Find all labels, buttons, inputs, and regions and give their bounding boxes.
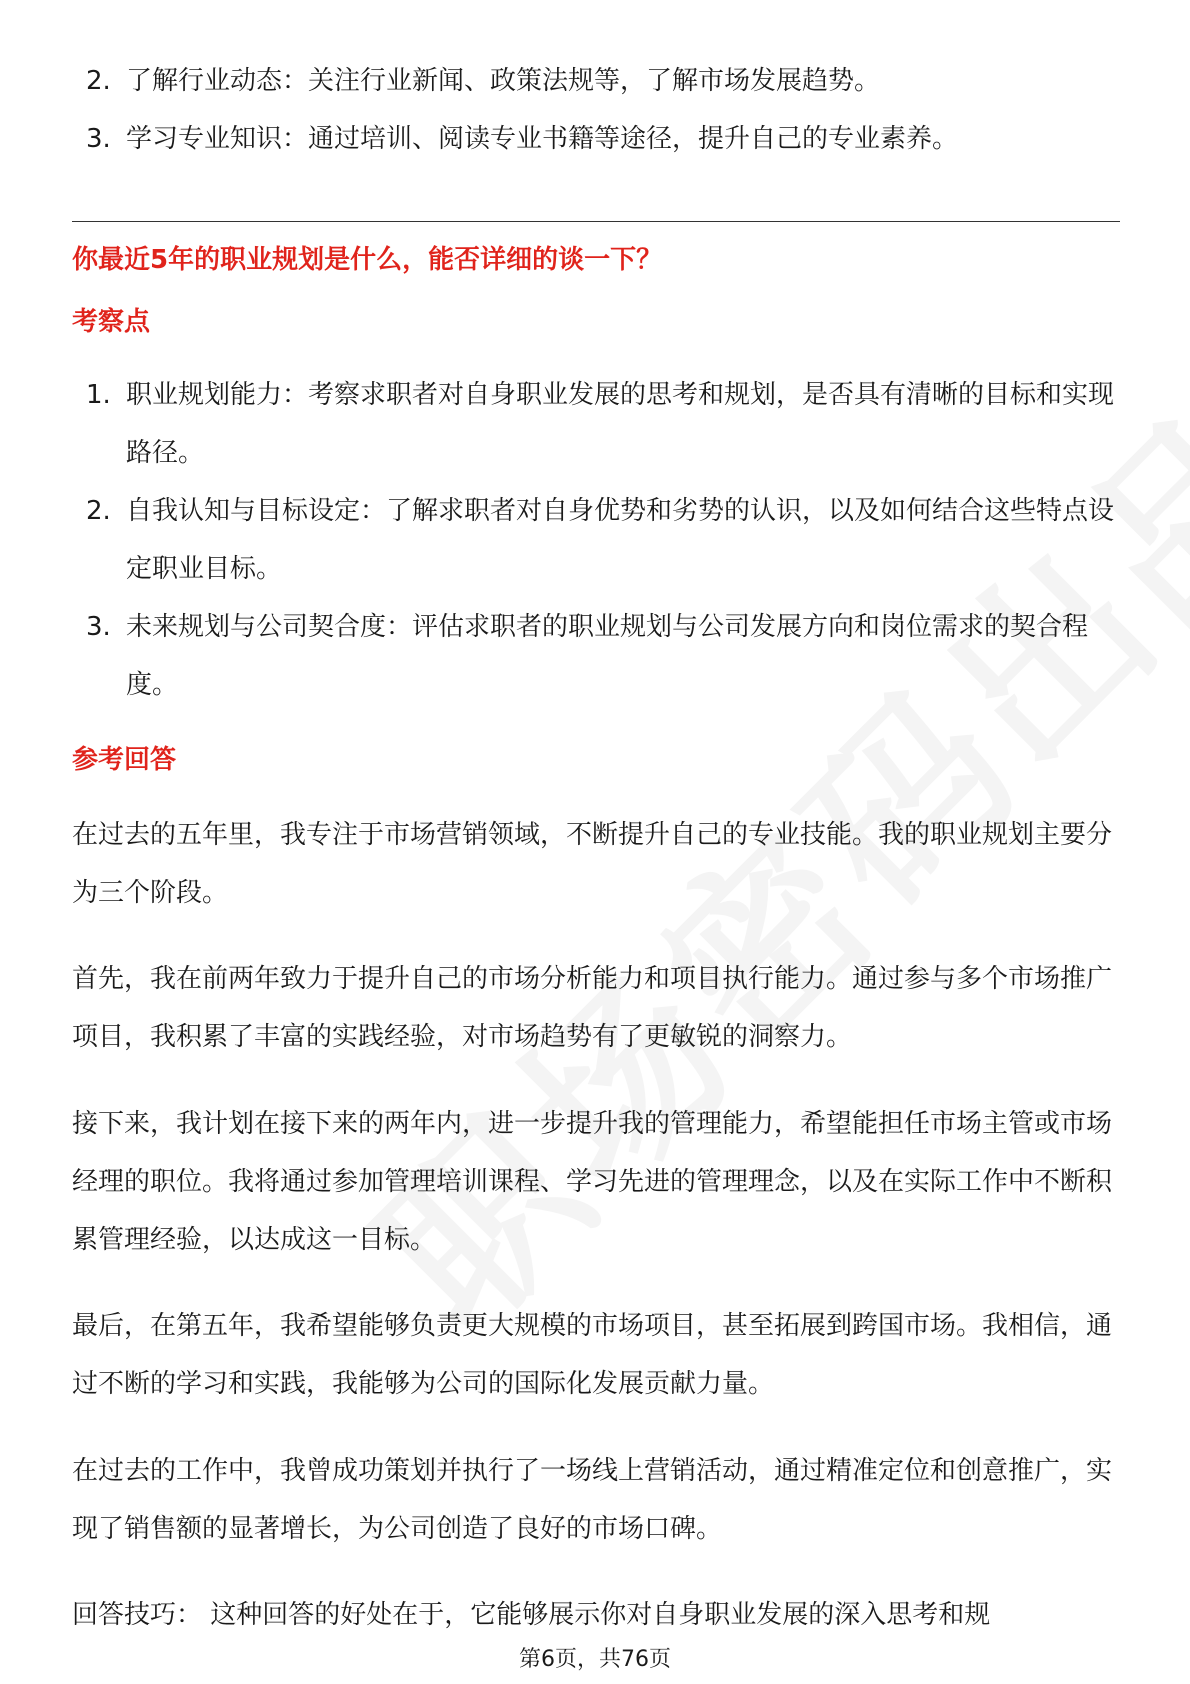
list-item — [72, 482, 1120, 598]
list-item-number: 1. — [86, 380, 111, 410]
list-item-text: 学习专业知识：通过培训、阅读专业书籍等途径，提升自己的专业素养。 — [126, 124, 959, 154]
list-item-text: 了解行业动态：关注行业新闻、政策法规等，了解市场发展趋势。 — [126, 66, 881, 96]
list-item — [72, 598, 1120, 714]
answer-paragraph: 首先，我在前两年致力于提升自己的市场分析能力和项目执行能力。通过参与多个市场推广项目，我积累了丰富的实践经验，对市场趋势有了更敏锐的洞察力。 — [72, 964, 1113, 1052]
list-item-text: 未来规划与公司契合度：评估求职者的职业规划与公司发展方向和岗位需求的契合程度。 — [126, 612, 1089, 700]
answer-paragraph: 在过去的五年里，我专注于市场营销领域，不断提升自己的专业技能。我的职业规划主要分为三个阶段。 — [72, 820, 1113, 908]
points-list — [72, 366, 1120, 714]
list-item — [72, 110, 1120, 168]
answer-paragraph: 最后，在第五年，我希望能够负责更大规模的市场项目，甚至拓展到跨国市场。我相信，通过不断的学习和实践，我能够为公司的国际化发展贡献力量。 — [72, 1311, 1113, 1399]
list-item — [72, 366, 1120, 482]
page-number-footer: 第6页，共76页 — [519, 1647, 671, 1672]
question-title: 你最近5年的职业规划是什么，能否详细的谈一下？ — [72, 245, 663, 275]
list-item-number: 2. — [86, 496, 111, 526]
list-item-text: 职业规划能力：考察求职者对自身职业发展的思考和规划，是否具有清晰的目标和实现路径。 — [126, 380, 1115, 468]
section-divider — [72, 221, 1120, 222]
list-item-number: 2. — [86, 66, 111, 96]
answer-paragraph: 接下来，我计划在接下来的两年内，进一步提升我的管理能力，希望能担任市场主管或市场经理的职位。我将通过参加管理培训课程、学习先进的管理理念，以及在实际工作中不断积累管理经验，以达成这一目标。 — [72, 1109, 1113, 1255]
list-item-number: 3. — [86, 124, 111, 154]
points-heading: 考察点 — [72, 307, 151, 337]
answer-heading: 参考回答 — [72, 745, 177, 775]
list-item — [72, 52, 1120, 110]
list-item-number: 3. — [86, 612, 111, 642]
answer-paragraph: 在过去的工作中，我曾成功策划并执行了一场线上营销活动，通过精准定位和创意推广，实现了销售额的显著增长，为公司创造了良好的市场口碑。 — [72, 1456, 1113, 1544]
top-list — [72, 52, 1120, 168]
answer-tips: 回答技巧： 这种回答的好处在于，它能够展示你对自身职业发展的深入思考和规 — [72, 1600, 991, 1630]
list-item-text: 自我认知与目标设定：了解求职者对自身优势和劣势的认识，以及如何结合这些特点设定职业目标。 — [126, 496, 1115, 584]
